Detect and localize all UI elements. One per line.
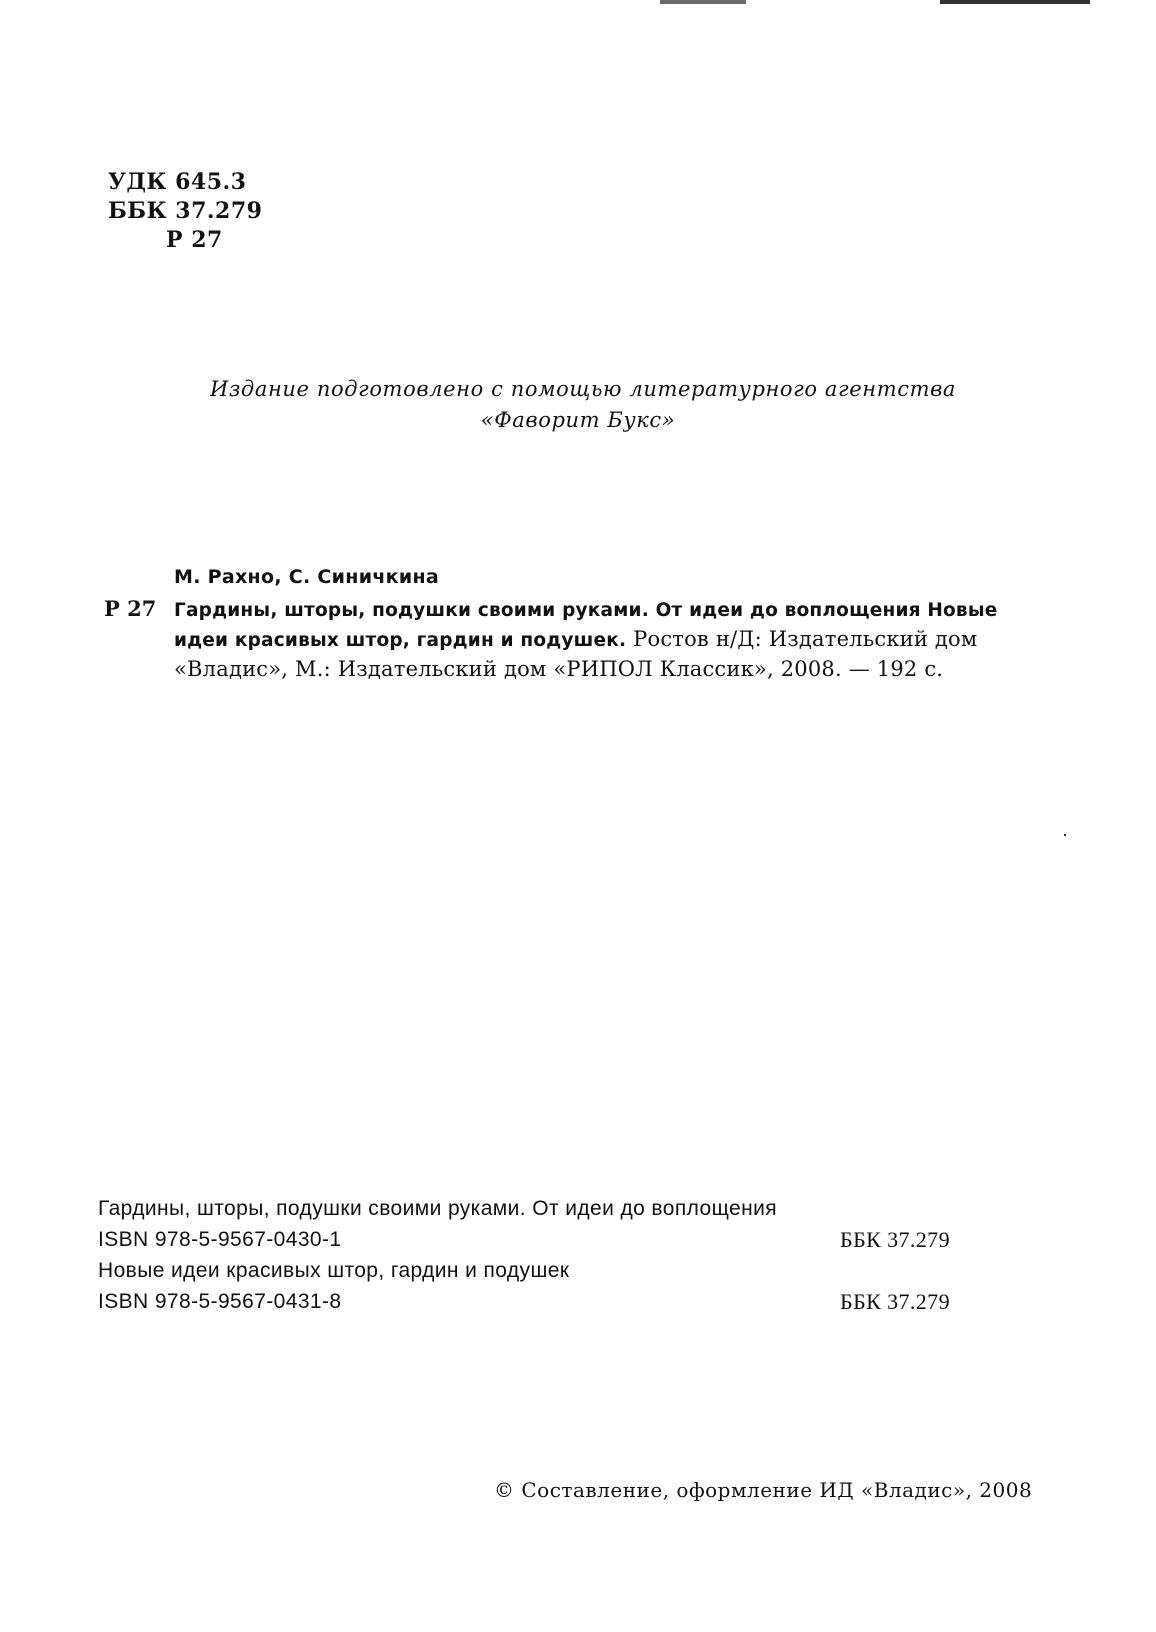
udk-code: УДК 645.3 [108, 169, 247, 195]
author-mark: Р 27 [166, 227, 223, 253]
record-entry [104, 595, 1044, 683]
scan-dot [1064, 834, 1066, 836]
scan-artifact [660, 0, 746, 4]
isbn-1: ISBN 978-5-9567-0430-1 [98, 1228, 342, 1251]
isbn-block [98, 1193, 958, 1317]
classification-codes [108, 168, 262, 255]
agency-note-line1: Издание подготовлено с помощью литературного агентства [209, 377, 957, 401]
isbn-bbk-2: ББК 37.279 [840, 1289, 950, 1314]
bbk-code: ББК 37.279 [108, 198, 263, 224]
record-title: Гардины, шторы, подушки своими руками. От идеи до воплощения Новые идеи красивых штор, гардин и подушек. [174, 600, 998, 651]
isbn-2: ISBN 978-5-9567-0431-8 [98, 1290, 342, 1313]
scan-artifact [940, 0, 1090, 4]
record-publication: Ростов н/Д: Издательский дом «Владис», М.: Издательский дом «РИПОЛ Классик», 2008. — 192 с. [174, 627, 978, 681]
isbn-title-1: Гардины, шторы, подушки своими руками. От идеи до воплощения [98, 1197, 777, 1220]
bibliographic-record [104, 563, 1044, 683]
isbn-row-1 [98, 1224, 958, 1255]
record-code: Р 27 [104, 596, 157, 621]
authors: М. Рахно, С. Синичкина [174, 566, 440, 588]
isbn-row-2 [98, 1286, 958, 1317]
record-text [174, 595, 1044, 683]
isbn-title-2: Новые идеи красивых штор, гардин и подушек [98, 1259, 570, 1282]
copyright-notice: © Составление, оформление ИД «Владис», 2008 [494, 1478, 1033, 1502]
agency-note [0, 374, 1156, 436]
isbn-bbk-1: ББК 37.279 [840, 1227, 950, 1252]
agency-note-line2: «Фаворит Букс» [480, 408, 676, 432]
